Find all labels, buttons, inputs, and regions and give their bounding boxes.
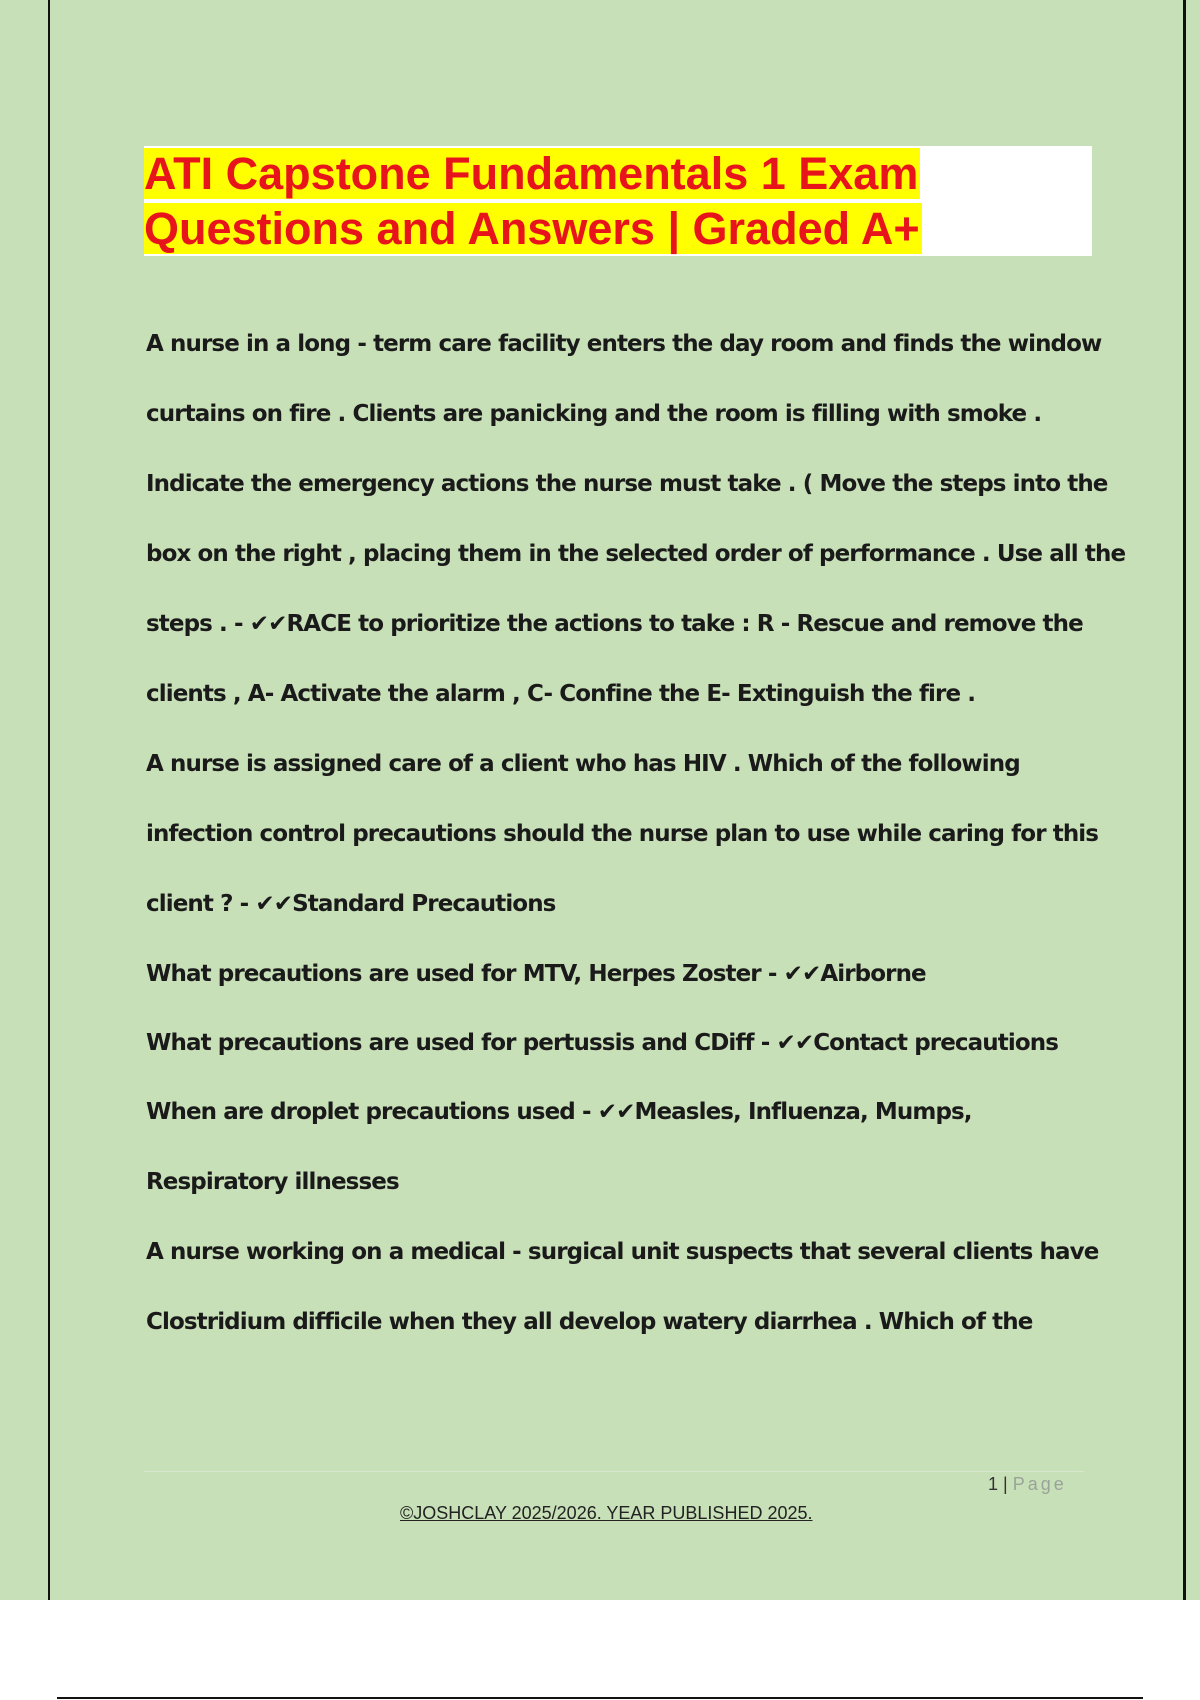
question-line: A nurse working on a medical - surgical unit suspects that several clients have	[146, 1239, 1099, 1265]
double-check-icon: ✔✔	[783, 961, 821, 987]
question-answer-line	[146, 952, 1096, 1021]
copyright-notice: ©JOSHCLAY 2025/2026. YEAR PUBLISHED 2025.	[400, 1503, 813, 1523]
qa-item-airborne	[146, 952, 1096, 1021]
page-number-value: 1	[988, 1474, 999, 1494]
answer-line: Respiratory illnesses	[146, 1169, 399, 1195]
qa-item-hiv	[146, 742, 1099, 952]
document-body	[146, 322, 1126, 1370]
qa-item-fire	[146, 322, 1126, 742]
qa-item-contact	[146, 1021, 1096, 1090]
question-line: A nurse is assigned care of a client who has HIV . Which of the following	[146, 751, 1020, 777]
document-title	[144, 146, 922, 256]
question-tail: client ? -	[146, 891, 256, 917]
title-line-1: ATI Capstone Fundamentals 1 Exam	[144, 148, 919, 199]
double-check-icon: ✔✔	[776, 1030, 814, 1056]
question-answer-line	[146, 602, 1096, 672]
question-line: infection control precautions should the nurse plan to use while caring for this	[146, 821, 1099, 847]
page-label: Page	[1012, 1474, 1067, 1494]
answer-text: Standard Precautions	[292, 891, 556, 917]
question-line: box on the right , placing them in the selected order of performance . Use all the	[146, 541, 1126, 567]
question-answer-line	[146, 1021, 1096, 1090]
question-line: Clostridium difficile when they all develop watery diarrhea . Which of the	[146, 1309, 1033, 1335]
question-answer-line	[146, 1090, 1096, 1160]
double-check-icon: ✔✔	[255, 891, 293, 917]
bottom-rule	[57, 1697, 1143, 1699]
answer-text: Measles, Influenza, Mumps,	[634, 1099, 972, 1125]
question-line: Indicate the emergency actions the nurse must take . ( Move the steps into the	[146, 471, 1108, 497]
title-line-2: Questions and Answers | Graded A+	[144, 203, 920, 254]
answer-text: Airborne	[820, 961, 926, 987]
page-border-right	[1183, 0, 1186, 1600]
question-line: A nurse in a long - term care facility enters the day room and finds the window	[146, 331, 1102, 357]
question-line: curtains on fire . Clients are panicking and the room is filling with smoke .	[146, 401, 1042, 427]
answer-text: Contact precautions	[813, 1030, 1058, 1056]
answer-text: RACE to prioritize the actions to take : R - Rescue and remove the	[286, 611, 1083, 637]
question-text: What precautions are used for pertussis and CDiff -	[146, 1030, 777, 1056]
question-answer-line	[146, 882, 1096, 952]
qa-item-cdiff	[146, 1230, 1099, 1370]
answer-line: clients , A- Activate the alarm , C- Confine the E- Extinguish the fire .	[146, 681, 976, 707]
question-tail: steps . -	[146, 611, 250, 637]
qa-item-droplet	[146, 1090, 1096, 1230]
page-border-left	[48, 0, 50, 1600]
page-number	[988, 1474, 1067, 1495]
double-check-icon: ✔✔	[249, 611, 287, 637]
double-check-icon: ✔✔	[597, 1099, 635, 1125]
question-text: When are droplet precautions used -	[146, 1099, 598, 1125]
footer-divider	[144, 1471, 1084, 1472]
page-number-separator: |	[998, 1474, 1013, 1494]
question-text: What precautions are used for MTV, Herpes Zoster -	[146, 961, 784, 987]
